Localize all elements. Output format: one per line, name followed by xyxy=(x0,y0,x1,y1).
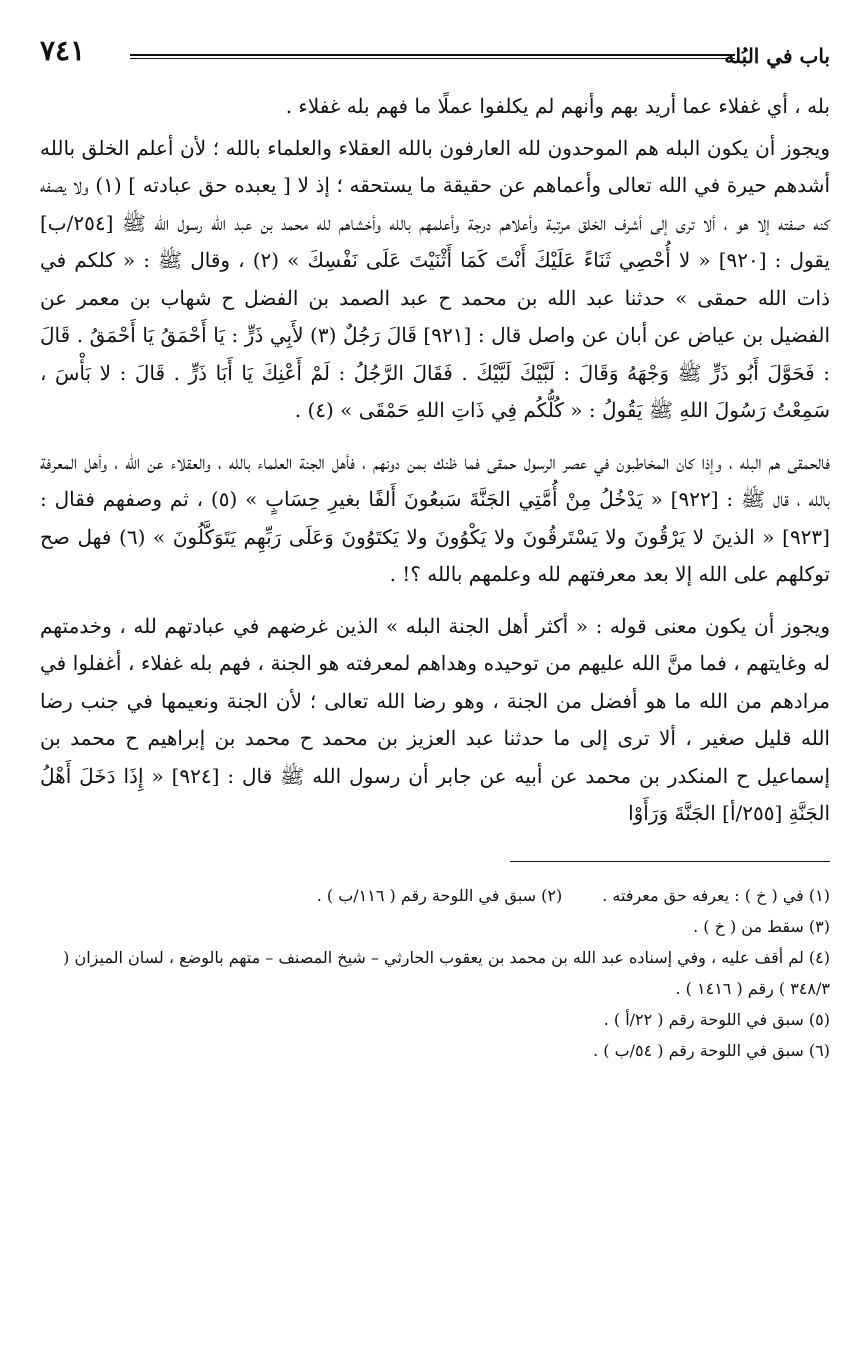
footnote: (٦) سبق في اللوحة رقم ( ٥٤/ب ) . xyxy=(593,1040,830,1060)
footnote-row xyxy=(40,880,830,911)
page-header xyxy=(40,30,830,80)
paragraph: بله ، أي غفلاء عما أريد بهم وأنهم لم يكلفوا عملًا ما فهم بله غفلاء . xyxy=(285,94,830,118)
chapter-title: باب في البُله xyxy=(724,44,830,68)
header-rule xyxy=(130,54,735,59)
footnote: (١) في ( خ ) : يعرفه حق معرفته . xyxy=(602,885,830,905)
footnote-separator xyxy=(510,861,830,862)
paragraph: فالحمقى هم البله ، وإذا كان المخاطبون في عصر الرسول حمقى فما ظنك بمن دونهم ، فأهل الجنة العلماء بالله ، والعقلاء عن الله ، وأهل المعرفة بالله ، قال ﷺ : [٩٢٢] « يَدْخُلُ مِنْ أُمَّتِي الجَنَّةَ سَبعُونَ أَلفًا بغيرِ حِسَابٍ » (٥) ، ثم وصفهم فقال : [٩٢٣] « الذينَ لا يَرْقُونَ ولا يَسْتَرقُونَ ولا يَكْوُونَ ولا يَكتَوُونَ وَعَلَى رَبِّهِم يَتَوَكَّلُونَ » (٦) فهل صح توكلهم على الله إلا بعد معرفتهم لله وعلمهم بالله ؟! . xyxy=(40,449,830,586)
footnote: (٢) سبق في اللوحة رقم ( ١١٦/ب ) . xyxy=(316,885,563,905)
paragraph: ويجوز أن يكون معنى قوله : « أكثر أهل الجنة البله » الذين غرضهم في عبادتهم لله ، وخدمتهم له وغايتهم ، فما منَّ الله عليهم من توحيده وهداهم لمعرفته هو الجنة ، فهم بله غفلاء ، أغفلوا في مرادهم من الله ما هو أفضل من الجنة ، وهو رضا الله تعالى ؛ لأن الجنة ونعيمها في جنب رضا الله قليل صغير ، ألا ترى إلى ما حدثنا عبد العزيز بن محمد ح محمد بن إبراهيم ح محمد بن إسماعيل ح المنكدر بن محمد عن أبيه عن جابر أن رسول الله ﷺ قال : [٩٢٤] « إِذَا دَخَلَ أَهْلُ الجَنَّةِ [٢٥٥/أ] الجَنَّةَ وَرَأَوْا xyxy=(40,613,831,825)
paragraph: ويجوز أن يكون البله هم الموحدون لله العارفون بالله العقلاء والعلماء بالله ؛ لأن أعلم الخلق بالله أشدهم حيرة في الله تعالى وأعماهم عن حقيقة ما يستحقه ؛ إذ لا [ يعبده حق عبادته ] (١) ولا يصفه كنه صفته إلا هو ، ألا ترى إلى أشرف الخلق مرتبة وأعلاهم درجة وأعلمهم بالله وأخشاهم لله محمد بن عبد الله رسول الله ﷺ [٢٥٤/ب] يقول : [٩٢٠] « لا أُحْصِي ثَنَاءً عَلَيْكَ أَنْتَ كَمَا أَثْنَيْتَ عَلَى نَفْسِكَ » (٢) ، وقال ﷺ : « كلكم في ذات الله حمقى » حدثنا عبد الله بن محمد ح عبد الصمد بن الفضل ح شهاب بن معمر عن الفضيل بن عياض عن أبان عن واصل قال : [٩٢١] قَالَ رَجُلٌ (٣) لأَبِي ذَرٍّ : يَا أَحْمَقُ يَا أَحْمَقُ . قَالَ : فَحَوَّلَ أَبُو ذَرٍّ ﷺ وَجْهَهُ وَقَالَ : لَبَّيْكَ لَبَّيْكَ . فَقَالَ الرَّجُلُ : لَمْ أَعْنِكَ يَا أَبَا ذَرٍّ . قَالَ : لا بَأْسَ ، سَمِعْتُ رَسُولَ اللهِ ﷺ يَقُولُ : « كُلُّكُم فِي ذَاتِ اللهِ حَمْقَى » (٤) . xyxy=(40,135,831,422)
footnote: (٣) سقط من ( خ ) . xyxy=(693,916,830,936)
main-text xyxy=(40,88,830,833)
footnote: (٤) لم أقف عليه ، وفي إسناده عبد الله بن محمد بن يعقوب الحارثي – شيخ المصنف – متهم بالوضع ، لسان الميزان ( ٣٤٨/٣ ) رقم ( ١٤١٦ ) . xyxy=(63,947,830,998)
page-number: ٧٤١ xyxy=(40,34,86,67)
book-page xyxy=(40,30,830,1330)
footnotes xyxy=(40,880,830,1066)
footnote: (٥) سبق في اللوحة رقم ( ٢٢/أ ) . xyxy=(603,1009,830,1029)
